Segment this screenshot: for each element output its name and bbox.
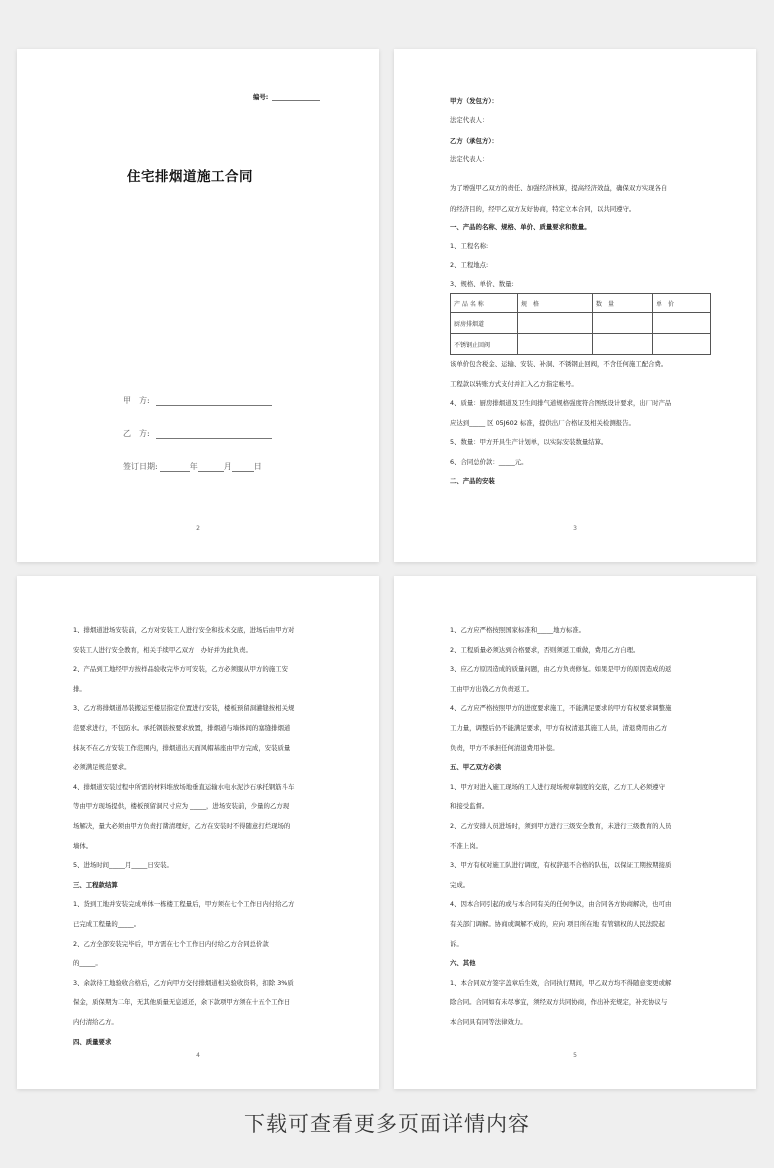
text-line: 负责，甲方不承担任何清退费用补偿。 bbox=[450, 743, 559, 752]
serial-blank bbox=[272, 94, 320, 101]
text-line: 5、进场时间_____月_____日安装。 bbox=[73, 861, 173, 870]
text-line: 1、乙方应严格按照国家标准和_____地方标准。 bbox=[450, 626, 586, 634]
text-line: 2、工程地点: bbox=[450, 261, 489, 269]
party-a-line bbox=[123, 395, 272, 406]
table-cell bbox=[593, 334, 653, 355]
table-header-cell: 单 价 bbox=[653, 294, 711, 313]
text-line: 完成。 bbox=[450, 880, 470, 889]
page-number: 3 bbox=[573, 525, 577, 532]
party-a-blank bbox=[156, 399, 272, 406]
text-line: 保金，质保期为二年，无其他质量无息返还，余下款项甲方须在十五个工作日 bbox=[73, 998, 291, 1007]
text-line: 工力量，调整后仍不能满足要求，甲方有权清退其施工人员，清退费用由乙方 bbox=[450, 724, 668, 732]
text-line: 排。 bbox=[73, 684, 86, 693]
page-number: 5 bbox=[573, 1052, 577, 1059]
text-line: 3、余款待工地验收合格后，乙方向甲方交付排烟道相关验收资料，扣除 3%质 bbox=[73, 978, 294, 987]
text-line: 该单价包含税金、运输、安装、补洞、不锈钢止回阀，不含任何施工配合费。 bbox=[450, 360, 668, 368]
page-4 bbox=[17, 576, 379, 1089]
sign-date-label: 签订日期: bbox=[123, 462, 158, 471]
text-line: 的_____。 bbox=[73, 959, 102, 968]
text-line: 墙体。 bbox=[73, 841, 93, 850]
text-line: 1、货到工地并安装完成单体一栋楼工程量后，甲方须在七个工作日内付给乙方 bbox=[73, 900, 295, 909]
serial-number-line bbox=[253, 93, 320, 101]
text-line: 2、乙方全部安装完毕后，甲方需在七个工作日内付给乙方合同总价款 bbox=[73, 939, 269, 948]
text-line: 范要求进行，不包防水。承托钢筋按要求放置，排烟道与墙体间的塞缝排烟道 bbox=[73, 724, 291, 732]
table-header-cell: 数 量 bbox=[593, 294, 653, 313]
section-heading: 四、质量要求 bbox=[73, 1037, 112, 1046]
table-header-cell: 规 格 bbox=[518, 294, 593, 313]
table-cell bbox=[593, 313, 653, 334]
section-heading: 一、产品的名称、规格、单价、质量要求和数量。 bbox=[450, 223, 591, 231]
text-line: 3、乙方将排烟道吊装搬运至楼层指定位置进行安装，楼板预留洞灌缝按相关规 bbox=[73, 704, 295, 713]
section-heading: 五、甲乙双方必读 bbox=[450, 763, 502, 772]
table-cell bbox=[653, 313, 711, 334]
text-line: 工程款以转账方式支付并汇入乙方指定帐号。 bbox=[450, 379, 578, 388]
table-header-row bbox=[451, 294, 711, 313]
year-blank bbox=[160, 465, 190, 472]
section-heading: 二、产品的安装 bbox=[450, 477, 495, 485]
section-heading: 三、工程款结算 bbox=[73, 880, 118, 889]
text-line: 4、因本合同引起的或与本合同有关的任何争议，由合同各方协商解决，也可由 bbox=[450, 900, 672, 909]
text-line: 4、质量：厨房排烟道及卫生间排气道规格强度符合图纸设计要求，出厂时产品 bbox=[450, 399, 672, 407]
text-line: 内付清给乙方。 bbox=[73, 1018, 118, 1026]
text-line: 安装工人进行安全教育，相关手续甲乙双方 办好并为此负责。 bbox=[73, 645, 252, 654]
text-line: 有关部门调解。协商或调解不成的，应向 项目所在地 有管辖权的人民法院起 bbox=[450, 920, 665, 928]
text-line: 1、本合同双方签字盖章后生效，合同执行期间，甲乙双方均不得随意变更或解 bbox=[450, 978, 672, 987]
text-line: 为了增强甲乙双方的责任、加强经济核算，提高经济效益，确保双方实现各自 bbox=[450, 184, 668, 192]
text-line: 3、甲方有权对施工队进行调度，有权辞退不合格的队伍，以保证工期按期接质 bbox=[450, 861, 672, 870]
party-b-label: 乙 方: bbox=[123, 429, 150, 438]
page-2 bbox=[17, 49, 379, 562]
serial-label: 编号: bbox=[253, 93, 269, 101]
page-3 bbox=[394, 49, 756, 562]
text-line: 法定代表人： bbox=[450, 116, 489, 124]
text-line: 工由甲方出钱乙方负责返工。 bbox=[450, 684, 534, 693]
party-b-blank bbox=[156, 432, 272, 439]
party-a-label: 甲 方: bbox=[123, 396, 150, 405]
month-blank bbox=[198, 465, 224, 472]
text-line: 必须满足规范要求。 bbox=[73, 763, 131, 772]
text-line: 法定代表人： bbox=[450, 155, 489, 163]
text-line: 3、规格、单价、数量: bbox=[450, 280, 514, 288]
text-line: 的经济目的，经甲乙双方友好协商，特定立本合同，以共同遵守。 bbox=[450, 205, 636, 213]
table-cell bbox=[518, 334, 593, 355]
text-line: 6、合同总价款：_____元。 bbox=[450, 457, 528, 466]
table-row bbox=[451, 313, 711, 334]
table-cell bbox=[653, 334, 711, 355]
page-number: 4 bbox=[196, 1052, 200, 1059]
table-cell bbox=[518, 313, 593, 334]
text-line: 2、工程质量必须达到合格要求，否则须返工重做，费用乙方自理。 bbox=[450, 645, 640, 654]
text-line: 应达到_____ 区 05J602 标准，提供出厂合格证及相关检测报告。 bbox=[450, 418, 635, 427]
text-line: 除合同。合同如有未尽事宜，须经双方共同协商，作出补充规定，补充协议与 bbox=[450, 998, 668, 1007]
text-line: 1、排烟道进场安装前，乙方对安装工人进行安全和技术交底，进场后由甲方对 bbox=[73, 626, 295, 634]
text-line: 5、数量：甲方开具生产计划单，以实际安装数量结算。 bbox=[450, 438, 608, 446]
text-line: 抹灰不在乙方安装工作范围内，排烟道出天面风帽基座由甲方完成，安装质量 bbox=[73, 743, 291, 752]
text-line: 已完成工程量的_____。 bbox=[73, 920, 141, 928]
table-header-cell: 产 品 名 称 bbox=[451, 294, 518, 313]
section-heading: 六、其他 bbox=[450, 959, 476, 968]
text-line: 2、乙方安排人员进场时，须到甲方进行三级安全教育，未进行三级教育的人员 bbox=[450, 822, 672, 830]
page-number: 2 bbox=[196, 525, 200, 532]
table-cell: 厨房排烟道 bbox=[451, 313, 518, 334]
text-line: 不准上岗。 bbox=[450, 841, 482, 850]
page-5 bbox=[394, 576, 756, 1089]
section-heading: 甲方（发包方）： bbox=[450, 97, 498, 105]
text-line: 4、乙方应严格按照甲方的进度要求施工，不能满足要求的甲方有权要求调整施 bbox=[450, 704, 672, 713]
sign-date-line bbox=[123, 461, 262, 472]
text-line: 2、产品到工地经甲方按样品验收完毕方可安装，乙方必须服从甲方的施工安 bbox=[73, 665, 288, 674]
download-caption: 下载可查看更多页面详情内容 bbox=[244, 1112, 530, 1136]
section-heading: 乙方（承包方）： bbox=[450, 137, 498, 145]
table-cell: 不锈钢止回阀 bbox=[451, 334, 518, 355]
party-b-line bbox=[123, 428, 272, 439]
text-line: 等由甲方现场提供，楼板预留洞尺寸应为 _____，进场安装前，少量的乙方现 bbox=[73, 802, 290, 811]
text-line: 本合同具有同等法律效力。 bbox=[450, 1018, 527, 1026]
text-line: 场解决，量大必须由甲方负责打凿清理好，乙方在安装时不得随意打烂现场的 bbox=[73, 822, 291, 830]
day-blank bbox=[232, 465, 254, 472]
text-line: 和接受监督。 bbox=[450, 802, 489, 811]
contract-title: 住宅排烟道施工合同 bbox=[127, 169, 253, 185]
text-line: 4、排烟道安装过程中所需的材料堆放场地垂直运输水电水泥沙石承托钢筋斗车 bbox=[73, 782, 295, 791]
text-line: 诉。 bbox=[450, 939, 463, 948]
month-label: 月 bbox=[223, 462, 232, 471]
year-label: 年 bbox=[189, 462, 198, 471]
product-table bbox=[450, 293, 711, 355]
table-row bbox=[451, 334, 711, 355]
day-label: 日 bbox=[253, 462, 262, 471]
text-line: 3、应乙方原因造成的质量问题，由乙方负责修复。如果是甲方的原因造成的返 bbox=[450, 665, 672, 674]
text-line: 1、工程名称: bbox=[450, 242, 489, 250]
text-line: 1、甲方对进入施工现场的工人进行现场规章制度的交底，乙方工人必须遵守 bbox=[450, 782, 665, 791]
